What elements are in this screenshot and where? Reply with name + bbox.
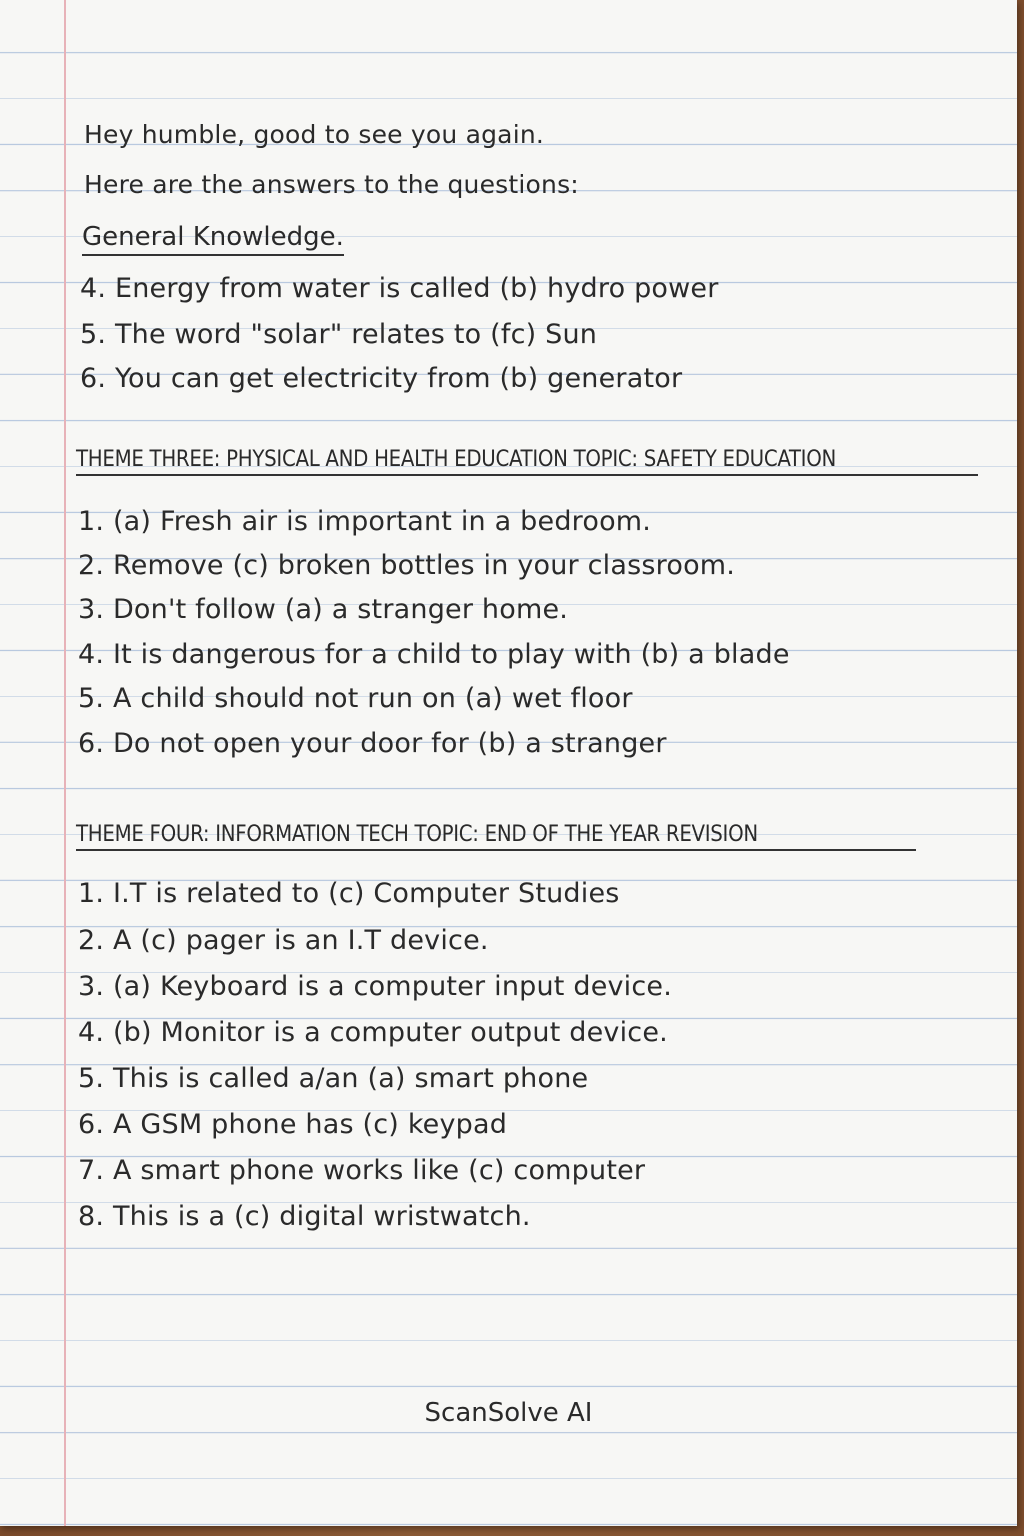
gk-answer-6: 6. You can get electricity from (b) generator xyxy=(80,363,683,394)
theme-four-answer-5: 5. This is called a/an (a) smart phone xyxy=(78,1063,589,1094)
theme-four-heading: THEME FOUR: INFORMATION TECH TOPIC: END OF THE YEAR REVISION xyxy=(76,822,916,851)
footer-signature: ScanSolve AI xyxy=(424,1398,593,1428)
theme-three-answer-3: 3. Don't follow (a) a stranger home. xyxy=(78,594,569,625)
gk-answer-5: 5. The word "solar" relates to (fc) Sun xyxy=(80,319,598,350)
margin-line xyxy=(64,0,66,1526)
theme-three-answer-6: 6. Do not open your door for (b) a stranger xyxy=(78,728,667,759)
theme-four-answer-2: 2. A (c) pager is an I.T device. xyxy=(78,925,489,956)
theme-four-answer-7: 7. A smart phone works like (c) computer xyxy=(78,1155,646,1186)
intro-line: Here are the answers to the questions: xyxy=(84,170,579,199)
theme-three-heading: THEME THREE: PHYSICAL AND HEALTH EDUCATION TOPIC: SAFETY EDUCATION xyxy=(76,447,978,476)
theme-four-answer-8: 8. This is a (c) digital wristwatch. xyxy=(78,1201,531,1232)
theme-three-answer-1: 1. (a) Fresh air is important in a bedroom. xyxy=(78,506,652,537)
greeting-line: Hey humble, good to see you again. xyxy=(84,120,545,149)
theme-three-answer-5: 5. A child should not run on (a) wet floor xyxy=(78,683,633,714)
gk-answer-4: 4. Energy from water is called (b) hydro power xyxy=(80,273,719,304)
theme-three-answer-4: 4. It is dangerous for a child to play with (b) a blade xyxy=(78,639,790,670)
theme-four-answer-6: 6. A GSM phone has (c) keypad xyxy=(78,1109,508,1140)
general-knowledge-heading: General Knowledge. xyxy=(82,222,344,256)
theme-four-answer-3: 3. (a) Keyboard is a computer input device. xyxy=(78,971,673,1002)
theme-four-answer-1: 1. I.T is related to (c) Computer Studies xyxy=(78,878,620,909)
theme-four-answer-4: 4. (b) Monitor is a computer output device. xyxy=(78,1017,668,1048)
theme-three-answer-2: 2. Remove (c) broken bottles in your classroom. xyxy=(78,550,736,581)
